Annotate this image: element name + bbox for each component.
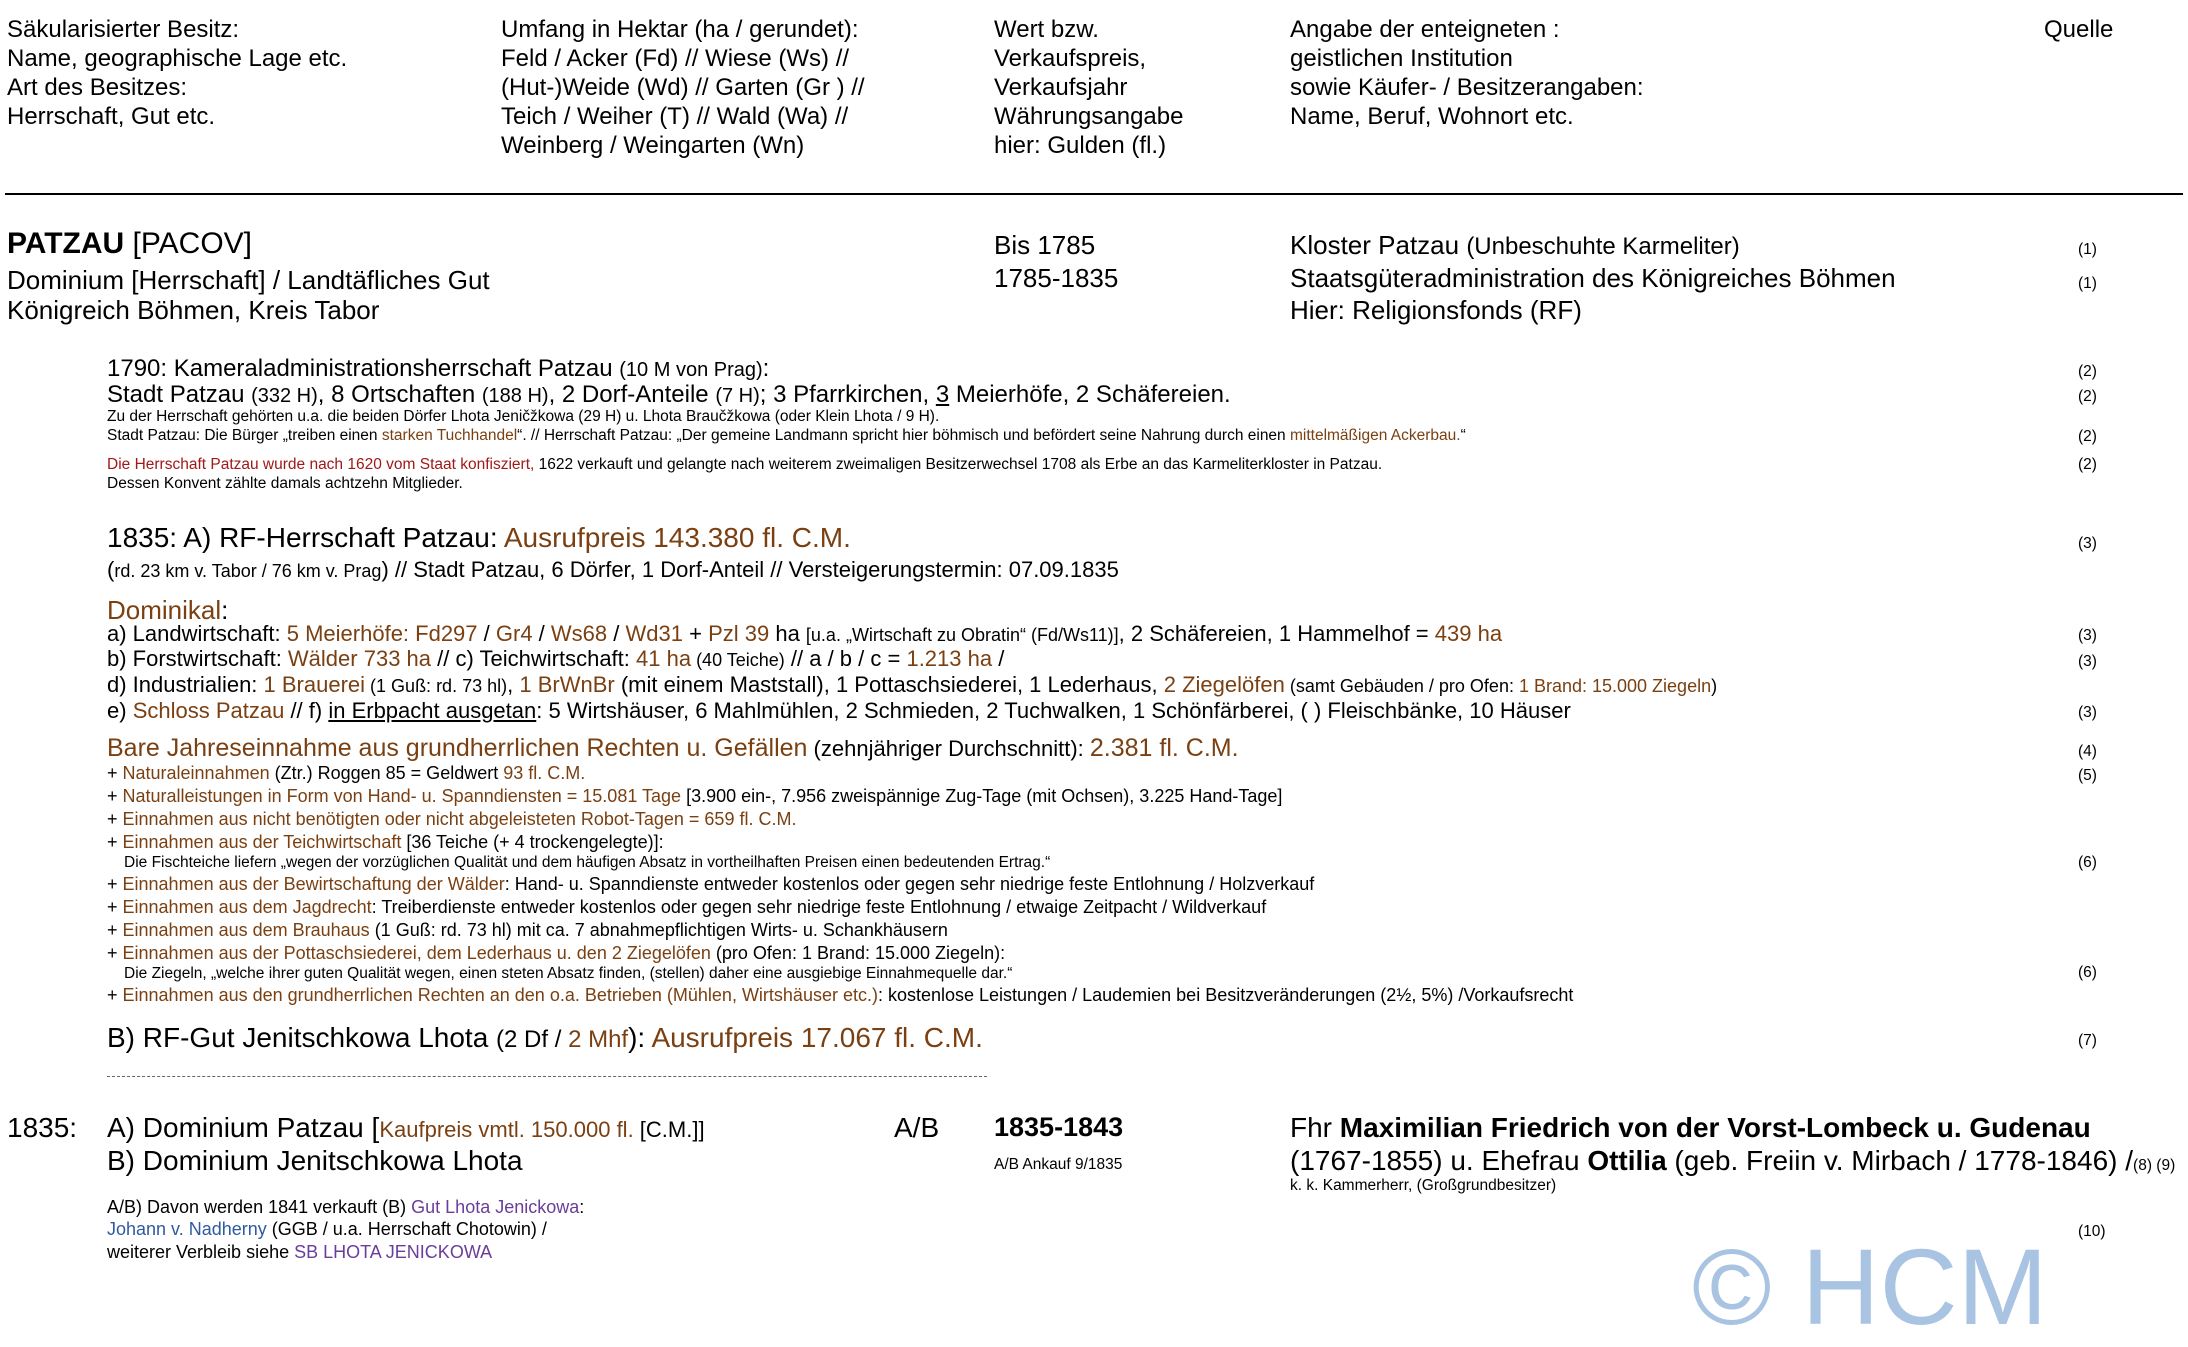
text: + (107, 786, 123, 806)
entry-title-czech: [PACOV] (124, 227, 253, 260)
source-ref: (8) (9) (2133, 1157, 2176, 1174)
text: 1 Brand: 15.000 Ziegeln (1518, 676, 1712, 696)
text: (1 Guß: rd. 73 hl) (365, 676, 508, 696)
gut-jenitschkowa-heading (107, 1021, 983, 1057)
text: Gr4 (495, 621, 533, 646)
text: // f) (284, 698, 329, 723)
text: + (107, 809, 123, 829)
text: ha (769, 621, 806, 646)
text: 1790: Kameraladministrationsherrschaft Patzau (107, 355, 620, 382)
header-line: Art des Besitzes: (7, 74, 188, 101)
text: , (507, 672, 520, 697)
text: Einnahmen aus der Teichwirtschaft (122, 832, 402, 852)
text: (10 M von Prag) (619, 359, 763, 381)
buyer-line-2 (1290, 1144, 2175, 1178)
text: e) (107, 698, 133, 723)
buyer-name: Maximilian Friedrich von der Vorst-Lombeck u. Gudenau (1339, 1112, 2091, 1143)
source-ref: (6) (2078, 854, 2097, 871)
text: in Erbpacht ausgetan (328, 698, 537, 723)
entry-subtitle: Dominium [Herrschaft] / Landtäfliches Gut (7, 265, 490, 295)
buyer-title: k. k. Kammerherr, (Großgrundbesitzer) (1290, 1177, 1557, 1194)
text: // a / b / c = (784, 646, 907, 671)
text: : Hand- u. Spanndienste entweder kostenlos oder gegen sehr niedrige feste Entlohnung / Holzverkauf (504, 874, 1315, 894)
text: Pzl 39 (708, 621, 770, 646)
buyer-line-1 (1290, 1111, 2091, 1145)
text: + (107, 897, 123, 917)
plus-line (107, 831, 664, 853)
header-line: Wert bzw. (994, 16, 1099, 43)
y1790-heading (107, 354, 769, 383)
header-line: Verkaufspreis, (994, 45, 1147, 72)
header-line: Umfang in Hektar (ha / gerundet): (501, 16, 859, 43)
text: A/B) Davon werden 1841 verkauft (B) (107, 1197, 412, 1217)
text: Einnahmen aus der Bewirtschaftung der Wälder (122, 874, 505, 894)
text: Naturaleinnahmen (122, 763, 270, 783)
source-ref: (7) (2078, 1032, 2097, 1049)
header-col-value (994, 15, 1183, 160)
plus-line (107, 762, 585, 784)
sale-ankauf: A/B Ankauf 9/1835 (994, 1156, 1123, 1173)
text: + (682, 621, 709, 646)
text: (GGB / u.a. Herrschaft Chotowin) / (266, 1219, 547, 1239)
source-ref: (2) (2078, 363, 2097, 380)
text: ) // Stadt Patzau, 6 Dörfer, 1 Dorf-Anteil // Versteigerungstermin: 07.09.1835 (381, 557, 1119, 582)
text: (7 H) (715, 385, 760, 407)
text: A) Dominium Patzau (107, 1112, 372, 1143)
text: Gut Lhota Jenickowa (411, 1197, 580, 1217)
text: : (579, 1197, 585, 1217)
plus-line (107, 942, 1005, 964)
entry-location: Königreich Böhmen, Kreis Tabor (7, 295, 380, 325)
copyright-watermark: © HCM (1692, 1226, 2048, 1347)
text: + (107, 943, 123, 963)
text: “. // Herrschaft Patzau: „Der gemeine Landmann spricht hier böhmisch und befördert seine Nahrung durch einen (517, 427, 1290, 444)
section-separator (107, 1076, 987, 1077)
header-line: Name, Beruf, Wohnort etc. (1290, 103, 1574, 130)
text: : Treiberdienste entweder kostenlos oder gegen sehr niedrige feste Entlohnung / etwaige Zeitpacht / Wildverkauf (371, 897, 1267, 917)
text: (Ztr.) Roggen 85 = Geldwert (269, 763, 504, 783)
text: + (107, 763, 123, 783)
text: + (107, 985, 123, 1005)
header-divider (5, 193, 2183, 195)
text: Dominikal (107, 595, 222, 625)
line-schloss (107, 697, 1571, 725)
source-ref: (2) (2078, 456, 2097, 473)
text: Fhr (1290, 1112, 1340, 1143)
header-line: Name, geographische Lage etc. (7, 45, 348, 72)
text: Einnahmen aus den grundherrlichen Rechten an den o.a. Betrieben (122, 985, 662, 1005)
header-line: Verkaufsjahr (994, 74, 1128, 101)
header-line: Weinberg / Weingarten (Wn) (501, 132, 805, 159)
text: (pro Ofen: 1 Brand: 15.000 Ziegeln): (710, 943, 1006, 963)
text: Einnahmen aus nicht benötigten oder nicht abgeleisteten Robot-Tagen = 659 fl. C.M. (122, 809, 797, 829)
entry-owner-3: Hier: Religionsfonds (RF) (1290, 295, 1582, 325)
sale-year: 1835: (7, 1112, 78, 1143)
text: : (221, 595, 229, 625)
y1790-line5 (107, 455, 1382, 474)
text: : 5 Wirtshäuser, 6 Mahlmühlen, 2 Schmieden, 2 Tuchwalken, 1 Schönfärberei, ( ) Fleischbänke, 10 Häuser (536, 698, 1571, 723)
header-line: Angabe der enteigneten : (1290, 16, 1560, 43)
text: (2 Df / (496, 1026, 569, 1053)
text: , 2 Schäfereien, 1 Hammelhof = (1118, 621, 1435, 646)
text: + (107, 920, 123, 940)
text: + (107, 874, 123, 894)
text: (1 Guß: rd. 73 hl) mit ca. 7 abnahmepflichtigen Wirts- u. Schankhäusern (369, 920, 948, 940)
text: mittelmäßigen Ackerbau. (1289, 427, 1461, 444)
source-ref: (10) (2078, 1223, 2106, 1240)
text: b) Forstwirtschaft: (107, 646, 288, 671)
source-ref: (3) (2078, 653, 2097, 670)
source-ref: (5) (2078, 767, 2097, 784)
header-line: geistlichen Institution (1290, 45, 1513, 72)
text: Wd31 (625, 621, 683, 646)
text: d) Industrialien: (107, 672, 264, 697)
text: + (107, 832, 123, 852)
text: Ausrufpreis 143.380 fl. C.M. (503, 522, 851, 553)
header-col-institution (1290, 15, 1644, 131)
text: ): (628, 1022, 652, 1053)
plus-line (107, 785, 1282, 807)
y1790-line4 (107, 426, 1466, 445)
text: : kostenlose Leistungen / Laudemien bei Besitzveränderungen (2½, 5%) /Vorkaufsrecht (877, 985, 1574, 1005)
header-line: Herrschaft, Gut etc. (7, 103, 216, 130)
text: 2.381 fl. C.M. (1089, 734, 1239, 762)
header-col-source: Quelle (2044, 16, 2114, 43)
text: 3 (935, 381, 950, 408)
text: (332 H) (251, 385, 318, 407)
text: Einnahmen aus dem Jagdrecht (122, 897, 372, 917)
text: 5 Meierhöfe: Fd297 (286, 621, 478, 646)
sale-period: 1835-1843 (994, 1112, 1124, 1142)
text: (zehnjähriger Durchschnitt): (807, 736, 1090, 761)
text: (geb. Freiin v. Mirbach / 1778-1846) / (1666, 1145, 2134, 1176)
header-line: Währungsangabe (994, 103, 1184, 130)
text: [36 Teiche (+ 4 trockengelegte)]: (401, 832, 664, 852)
text: (188 H) (481, 385, 549, 407)
plus-line (107, 808, 796, 830)
text: : (762, 355, 770, 382)
text: Einnahmen aus der Pottaschsiederei, dem Lederhaus u. den 2 Ziegelöfen (122, 943, 711, 963)
header-line: (Hut-)Weide (Wd) // Garten (Gr ) // (501, 74, 865, 101)
owner-name: Kloster Patzau (1290, 230, 1467, 260)
header-line: Säkularisierter Besitz: (7, 16, 240, 43)
text: (Mühlen, Wirtshäuser etc.) (661, 985, 878, 1005)
text: “ (1460, 427, 1466, 444)
source-ref: (4) (2078, 743, 2097, 760)
text: weiterer Verbleib siehe (107, 1242, 295, 1262)
source-ref: (2) (2078, 388, 2097, 405)
header-line: Feld / Acker (Fd) // Wiese (Ws) // (501, 45, 850, 72)
text: Stadt Patzau: Die Bürger „treiben einen (107, 427, 382, 444)
y1790-line6: Dessen Konvent zählte damals achtzehn Mitglieder. (107, 475, 463, 492)
text: Stadt Patzau (107, 381, 252, 408)
text: ( (107, 557, 115, 582)
text: 1.213 ha (906, 646, 993, 671)
text: [3.900 ein-, 7.956 zweispännige Zug-Tage (mit Ochsen), 3.225 Hand-Tage] (681, 786, 1283, 806)
text: a) Landwirtschaft: (107, 621, 287, 646)
text: // c) Teichwirtschaft: (431, 646, 636, 671)
plus-line (107, 873, 1314, 895)
text: ) (1711, 676, 1718, 696)
plus-line (107, 984, 1573, 1006)
text: Ws68 (550, 621, 608, 646)
note-line-1 (107, 1196, 584, 1218)
text: (samt Gebäuden / pro Ofen: (1284, 676, 1519, 696)
text: Wälder 733 ha (287, 646, 432, 671)
text: , 8 Ortschaften (317, 381, 482, 408)
sale-dominium-a (107, 1111, 705, 1147)
text: (40 Teiche) (691, 650, 785, 670)
text: 1 Brauerei (263, 672, 366, 697)
text: (mit einem Maststall), 1 Pottaschsiederei, 1 Lederhaus, (614, 672, 1164, 697)
text: Bare Jahreseinnahme aus grundherrlichen Rechten u. Gefällen (107, 734, 808, 762)
text: Schloss Patzau (132, 698, 285, 723)
text: Naturalleistungen in Form von Hand- u. Spanndiensten = 15.081 Tage (122, 786, 682, 806)
y1835-subheading (107, 556, 1119, 585)
text: / (532, 621, 551, 646)
text: 93 fl. C.M. (503, 763, 586, 783)
quote-line: Die Fischteiche liefern „wegen der vorzüglichen Qualität und dem häufigen Absatz in vortheilhaften Preisen einen bedeutenden Ertrag.“ (124, 854, 1051, 871)
text: Ausrufpreis 17.067 fl. C.M. (651, 1022, 983, 1053)
source-ref: (3) (2078, 535, 2097, 552)
y1790-line2 (107, 380, 1231, 409)
header-col-property (7, 15, 347, 131)
line-industrialien (107, 671, 1717, 700)
text: Kaufpreis vmtl. 150.000 fl. (379, 1117, 634, 1142)
text: 1835: A) RF-Herrschaft Patzau: (107, 522, 504, 553)
header-line: sowie Käufer- / Besitzerangaben: (1290, 74, 1644, 101)
sale-dominium-b: B) Dominium Jenitschkowa Lhota (107, 1145, 523, 1176)
text: 439 ha (1434, 621, 1503, 646)
text: rd. 23 km v. Tabor / 76 km v. Prag (114, 561, 382, 581)
text: [ (371, 1112, 380, 1143)
text: / (992, 646, 1005, 671)
plus-line (107, 919, 948, 941)
source-ref: (3) (2078, 704, 2097, 721)
text: starken Tuchhandel (381, 427, 518, 444)
header-col-area (501, 15, 865, 160)
cross-reference-link: SB LHOTA JENICKOWA (294, 1242, 493, 1262)
source-ref: (3) (2078, 627, 2097, 644)
source-ref: (2) (2078, 428, 2097, 445)
bare-income-heading (107, 733, 1239, 764)
plus-line (107, 896, 1266, 918)
line-forstwirtschaft (107, 645, 1004, 674)
entry-date: Bis 1785 (994, 230, 1096, 260)
text: (1767-1855) u. Ehefrau (1290, 1145, 1588, 1176)
buyer-wife: Ottilia (1587, 1145, 1667, 1176)
source-ref: (1) (2078, 241, 2097, 258)
entry-date: 1785-1835 (994, 263, 1119, 293)
quote-line: Die Ziegeln, „welche ihrer guten Qualität wegen, einen steten Absatz finden, (stellen) daher eine ausgiebige Einnahmequelle dar.“ (124, 965, 1013, 982)
entry-title (7, 226, 252, 262)
sale-ab-marker: A/B (894, 1112, 940, 1143)
text: Meierhöfe, 2 Schäfereien. (949, 381, 1231, 408)
entry-title-name: PATZAU (7, 227, 125, 260)
owner-order: (Unbeschuhte Karmeliter) (1466, 233, 1740, 260)
text: ; 3 Pfarrkirchen, (759, 381, 936, 408)
header-line: Teich / Weiher (T) // Wald (Wa) // (501, 103, 849, 130)
note-line-2 (107, 1218, 547, 1240)
text: [u.a. „Wirtschaft zu Obratin“ (Fd/Ws11)] (805, 625, 1119, 645)
text: Die Herrschaft Patzau wurde nach 1620 vom Staat konfisziert, (107, 456, 535, 473)
text: B) RF-Gut Jenitschkowa Lhota (107, 1022, 497, 1053)
text: 2 Mhf (568, 1026, 629, 1053)
source-ref: (6) (2078, 964, 2097, 981)
text: , 2 Dorf-Anteile (548, 381, 716, 408)
text: / (477, 621, 496, 646)
text: 1622 verkauft und gelangte nach weiterem zweimaligen Besitzerwechsel 1708 als Erbe an das Karmeliterkloster in Patzau. (534, 456, 1383, 473)
y1790-line3: Zu der Herrschaft gehörten u.a. die beiden Dörfer Lhota Jeničžkowa (29 H) u. Lhota Braučžkowa (oder Klein Lhota / 9 H). (107, 408, 940, 425)
text: 41 ha (636, 646, 692, 671)
text: 1 BrWnBr (519, 672, 615, 697)
text: Johann v. Nadherny (107, 1219, 267, 1239)
note-line-3 (107, 1241, 492, 1263)
y1835-heading (107, 521, 851, 555)
entry-owner-2: Staatsgüteradministration des Königreiches Böhmen (1290, 263, 1896, 293)
text: Einnahmen aus dem Brauhaus (122, 920, 370, 940)
source-ref: (1) (2078, 275, 2097, 292)
text: / (607, 621, 626, 646)
text: 2 Ziegelöfen (1163, 672, 1285, 697)
entry-owner-1 (1290, 229, 1740, 263)
header-line: hier: Gulden (fl.) (994, 132, 1167, 159)
text: [C.M.]] (633, 1117, 705, 1142)
